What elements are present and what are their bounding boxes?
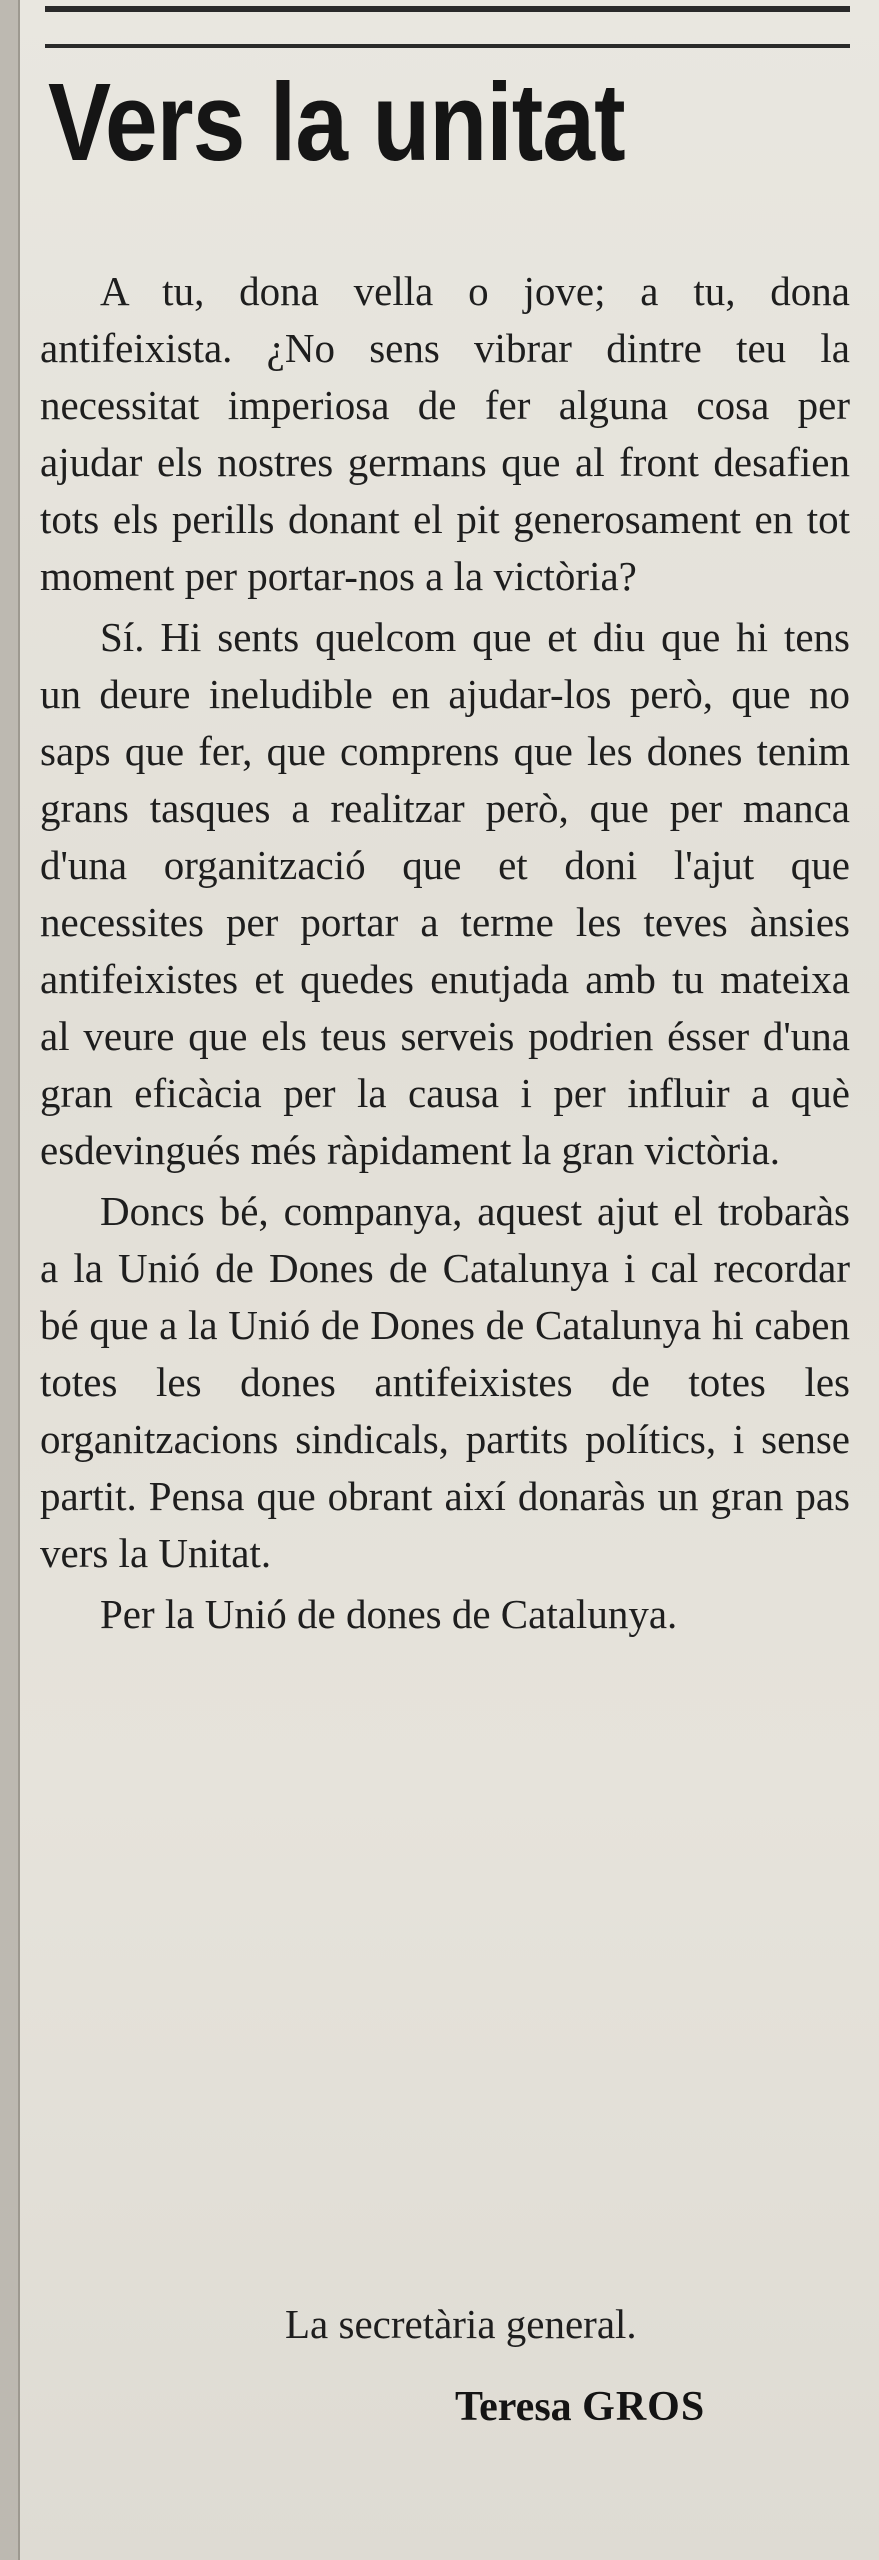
paragraph-1: A tu, dona vella o jove; a tu, dona antifeixista. ¿No sens vibrar dintre teu la necessitat imperiosa de fer alguna cosa per ajudar els nostres germans que al front desafien tots els perills donant el pit generosament en tot moment per portar-nos a la victòria?	[40, 268, 850, 599]
article-headline: Vers la unitat	[48, 61, 625, 184]
signoff-title: La secretària general.	[285, 2301, 637, 2347]
signature	[455, 2383, 705, 2431]
paragraph-4: Per la Unió de dones de Catalunya.	[100, 1591, 678, 1637]
signature-given-name: Teresa	[455, 2384, 572, 2430]
paper-edge	[0, 0, 20, 2560]
article-body	[40, 263, 850, 1647]
top-rule	[45, 6, 850, 12]
paragraph-3: Doncs bé, companya, aquest ajut el trobaràs a la Unió de Dones de Catalunya i cal recordar bé que a la Unió de Dones de Catalunya hi caben totes les dones antifeixistes de totes les organitzacions sindicals, partits polítics, i sense partit. Pensa que obrant així donaràs un gran pas vers la Unitat.	[40, 1188, 850, 1576]
paragraph-2: Sí. Hi sents quelcom que et diu que hi tens un deure ineludible en ajudar-los però, que no saps que fer, que comprens que les dones tenim grans tasques a realitzar però, que per manca d'una organització que et doni l'ajut que necessites per portar a terme les teves ànsies antifeixistes et quedes enutjada amb tu mateixa al veure que els teus serveis podrien ésser d'una gran eficàcia per la causa i per influir a què esdevingués més ràpidament la gran victòria.	[40, 614, 850, 1173]
signature-family-name: GROS	[582, 2384, 706, 2430]
